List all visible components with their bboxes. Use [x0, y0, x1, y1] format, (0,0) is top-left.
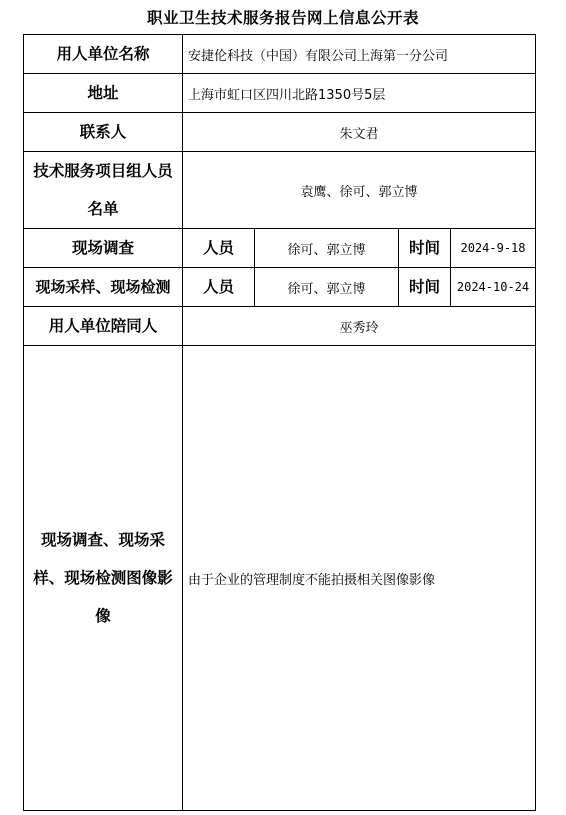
escort-value: 巫秀玲 — [183, 307, 536, 346]
address-label: 地址 — [24, 74, 183, 113]
survey-time-label: 时间 — [399, 229, 451, 268]
row-survey — [24, 229, 536, 268]
row-escort — [24, 307, 536, 346]
survey-time-value: 2024-9-18 — [451, 229, 536, 268]
survey-staff-label: 人员 — [183, 229, 255, 268]
sampling-time-label: 时间 — [399, 268, 451, 307]
row-employer — [24, 35, 536, 74]
sampling-label: 现场采样、现场检测 — [24, 268, 183, 307]
row-address — [24, 74, 536, 113]
escort-label: 用人单位陪同人 — [24, 307, 183, 346]
row-contact — [24, 113, 536, 152]
images-value: 由于企业的管理制度不能拍摄相关图像影像 — [183, 346, 536, 811]
images-label: 现场调查、现场采样、现场检测图像影像 — [24, 346, 183, 811]
team-value: 袁鹰、徐可、郭立博 — [183, 152, 536, 229]
contact-value: 朱文君 — [183, 113, 536, 152]
document-title: 职业卫生技术服务报告网上信息公开表 — [146, 9, 419, 27]
employer-label: 用人单位名称 — [24, 35, 183, 74]
survey-label: 现场调查 — [24, 229, 183, 268]
row-team — [24, 152, 536, 229]
row-images — [24, 346, 536, 811]
sampling-time-value: 2024-10-24 — [451, 268, 536, 307]
employer-value: 安捷伦科技（中国）有限公司上海第一分公司 — [183, 35, 536, 74]
sampling-staff-value: 徐可、郭立博 — [255, 268, 399, 307]
address-value: 上海市虹口区四川北路1350号5层 — [183, 74, 536, 113]
team-label: 技术服务项目组人员名单 — [24, 152, 183, 229]
row-sampling — [24, 268, 536, 307]
sampling-staff-label: 人员 — [183, 268, 255, 307]
survey-staff-value: 徐可、郭立博 — [255, 229, 399, 268]
info-disclosure-table — [23, 34, 536, 811]
contact-label: 联系人 — [24, 113, 183, 152]
